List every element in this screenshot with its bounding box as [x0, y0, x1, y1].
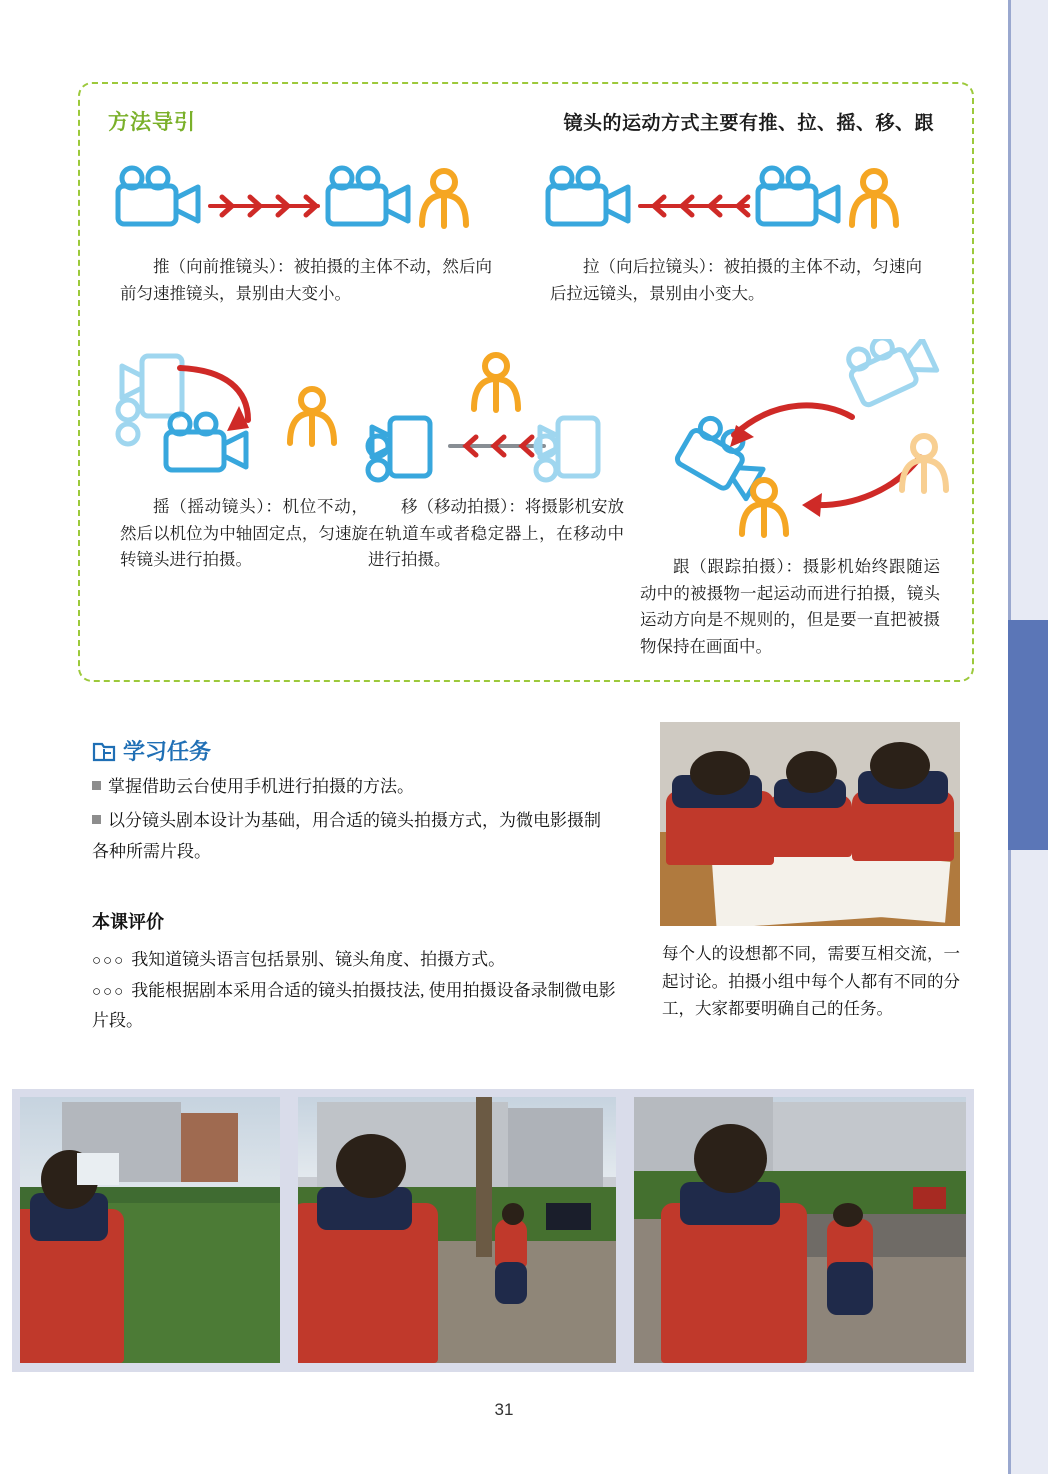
rating-circles[interactable]: ○○○ — [92, 953, 126, 969]
camera-dolly-icon — [358, 346, 638, 496]
page-number-value: 31 — [494, 1400, 514, 1419]
learning-task-item-2: 以分镜头剧本设计为基础，用合适的镜头拍摄方式，为微电影摄制各种所需片段。 — [92, 811, 601, 861]
method-guide-box — [78, 82, 974, 682]
camera-follow-icon — [636, 339, 956, 539]
students-discussion-photo — [660, 722, 960, 926]
evaluation-title: 本课评价 — [92, 912, 164, 933]
list-item — [92, 976, 622, 1037]
method-caption-pull: 拉（向后拉镜头）：被拍摄的主体不动，匀速向后拉远镜头，景别由小变大。 — [550, 257, 922, 303]
list-item — [92, 945, 622, 976]
page-number — [0, 1400, 1048, 1420]
learning-task-list — [92, 772, 612, 867]
learning-task-item-1: 掌握借助云台使用手机进行拍摄的方法。 — [108, 777, 414, 796]
rating-circles[interactable]: ○○○ — [92, 983, 126, 1000]
task-folder-icon — [92, 740, 116, 762]
student-filming-walking-classmate-photo — [298, 1097, 616, 1363]
evaluation-list — [92, 945, 622, 1037]
list-item — [92, 806, 612, 867]
page-edge-tab — [1008, 620, 1048, 850]
camera-arrow-backward-icon — [540, 164, 910, 244]
method-caption-track: 移（移动拍摄）：将摄影机安放在轨道车或者稳定器上，在移动中进行拍摄。 — [368, 497, 624, 570]
photo-caption: 每个人的设想都不同，需要互相交流，一起讨论。拍摄小组中每个人都有不同的分工，大家都要明确自己的任务。 — [662, 944, 960, 1019]
method-caption-push: 推（向前推镜头）：被拍摄的主体不动，然后向前匀速推镜头，景别由大变小。 — [120, 257, 492, 303]
learning-task-header — [92, 735, 211, 766]
evaluation-item-2: 我能根据剧本采用合适的镜头拍摄技法, 使用拍摄设备录制微电影片段。 — [92, 980, 616, 1031]
evaluation-item-1: 我知道镜头语言包括景别、镜头角度、拍摄方式。 — [131, 950, 506, 969]
method-caption-follow: 跟（跟踪拍摄）：摄影机始终跟随运动中的被摄物一起运动而进行拍摄，镜头运动方向是不规则的，但是要一直把被摄物保持在画面中。 — [640, 557, 940, 657]
student-filming-near-planter-photo — [634, 1097, 966, 1363]
square-bullet-icon — [92, 781, 101, 790]
square-bullet-icon — [92, 815, 101, 824]
method-guide-heading: 镜头的运动方式主要有推、拉、摇、移、跟 — [563, 113, 934, 134]
learning-task-title: 学习任务 — [123, 740, 212, 765]
camera-arrow-forward-icon — [110, 164, 480, 244]
student-shooting-garden-photo — [20, 1097, 280, 1363]
list-item — [92, 772, 612, 802]
method-guide-title: 方法导引 — [108, 110, 196, 134]
camera-rotate-icon — [108, 346, 358, 496]
method-caption-pan: 摇（摇动镜头）：机位不动，然后以机位为中轴固定点，匀速旋转镜头进行拍摄。 — [120, 497, 368, 570]
